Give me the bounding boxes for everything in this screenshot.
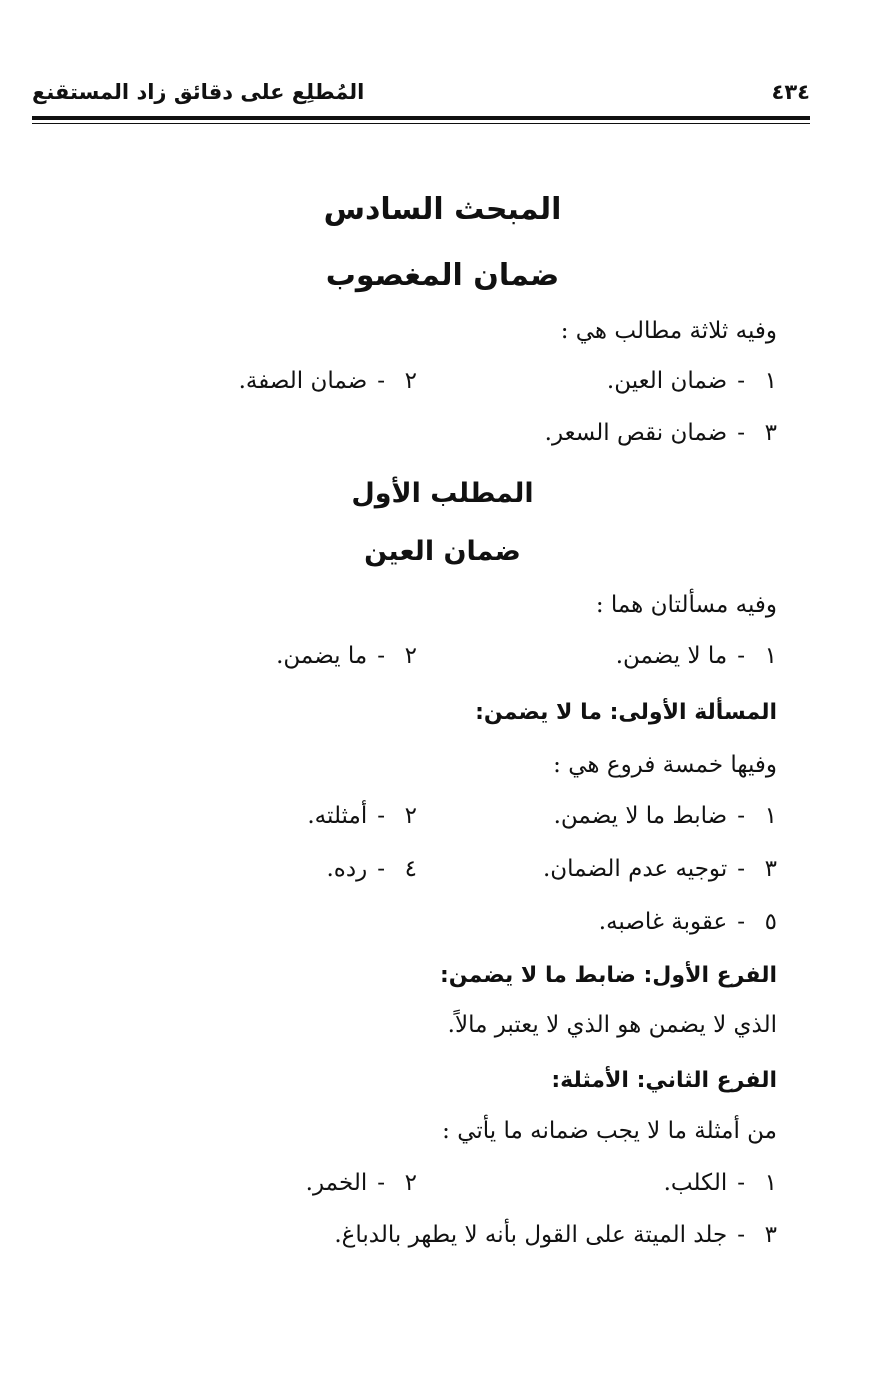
list-item <box>327 856 418 882</box>
item-dash: - <box>737 368 745 394</box>
section-subtitle: ضمان المغصوب <box>325 258 560 293</box>
item-number: ٣ <box>764 420 777 446</box>
item-number: ٤ <box>404 856 417 882</box>
list-item <box>239 368 417 394</box>
list-item <box>599 909 777 935</box>
item-text: رده. <box>326 856 368 882</box>
item-number: ٢ <box>404 368 417 394</box>
list-item <box>607 368 777 394</box>
item-dash: - <box>737 803 745 829</box>
item-number: ١ <box>764 368 777 394</box>
item-number: ٣ <box>764 1222 777 1248</box>
item-number: ٢ <box>404 1170 417 1196</box>
page-number: ٤٣٤ <box>771 80 810 104</box>
list-item <box>306 1170 417 1196</box>
item-number: ١ <box>764 1170 777 1196</box>
item-text: ضمان العين. <box>606 368 728 394</box>
matlab-intro: وفيه مسألتان هما : <box>595 592 777 618</box>
far1-title: الفرع الأول: ضابط ما لا يضمن: <box>439 963 777 988</box>
section-title: المبحث السادس <box>323 192 562 227</box>
list-item <box>307 803 417 829</box>
list-item <box>334 1222 777 1248</box>
masala-intro: وفيها خمسة فروع هي : <box>553 752 777 778</box>
item-text: ضابط ما لا يضمن. <box>553 803 728 829</box>
item-text: عقوبة غاصبه. <box>598 909 728 935</box>
item-dash: - <box>737 1170 745 1196</box>
list-item <box>664 1170 777 1196</box>
item-text: الخمر. <box>305 1170 368 1196</box>
list-item <box>616 643 777 669</box>
item-dash: - <box>377 803 385 829</box>
item-text: أمثلته. <box>307 803 368 829</box>
matlab-title: المطلب الأول <box>351 478 534 509</box>
item-number: ١ <box>764 803 777 829</box>
item-text: ما يضمن. <box>276 643 368 669</box>
header-rule-thick <box>32 116 810 120</box>
item-dash: - <box>737 420 745 446</box>
item-text: ضمان الصفة. <box>238 368 368 394</box>
item-dash: - <box>737 856 745 882</box>
item-dash: - <box>737 1222 745 1248</box>
item-number: ٥ <box>764 909 777 935</box>
far2-title: الفرع الثاني: الأمثلة: <box>551 1068 777 1093</box>
item-dash: - <box>377 1170 385 1196</box>
item-text: ضمان نقص السعر. <box>544 420 728 446</box>
item-number: ٢ <box>404 803 417 829</box>
section-intro: وفيه ثلاثة مطالب هي : <box>560 318 777 344</box>
item-dash: - <box>377 643 385 669</box>
book-title: المُطلِع على دقائق زاد المستقنع <box>32 80 365 104</box>
list-item <box>276 643 417 669</box>
list-item <box>545 420 777 446</box>
matlab-subtitle: ضمان العين <box>364 536 521 567</box>
item-dash: - <box>377 368 385 394</box>
item-text: جلد الميتة على القول بأنه لا يطهر بالدباغ. <box>334 1222 728 1248</box>
item-text: الكلب. <box>663 1170 728 1196</box>
running-head <box>32 80 810 116</box>
far1-text: الذي لا يضمن هو الذي لا يعتبر مالاً. <box>447 1012 777 1038</box>
list-item <box>554 803 777 829</box>
item-text: توجيه عدم الضمان. <box>542 856 728 882</box>
item-dash: - <box>737 643 745 669</box>
item-dash: - <box>737 909 745 935</box>
item-number: ٢ <box>404 643 417 669</box>
far2-intro: من أمثلة ما لا يجب ضمانه ما يأتي : <box>442 1118 777 1144</box>
item-number: ٣ <box>764 856 777 882</box>
header-rule-thin <box>32 123 810 124</box>
item-text: ما لا يضمن. <box>615 643 728 669</box>
masala-title: المسألة الأولى: ما لا يضمن: <box>475 700 777 725</box>
item-number: ١ <box>764 643 777 669</box>
list-item <box>543 856 777 882</box>
item-dash: - <box>377 856 385 882</box>
